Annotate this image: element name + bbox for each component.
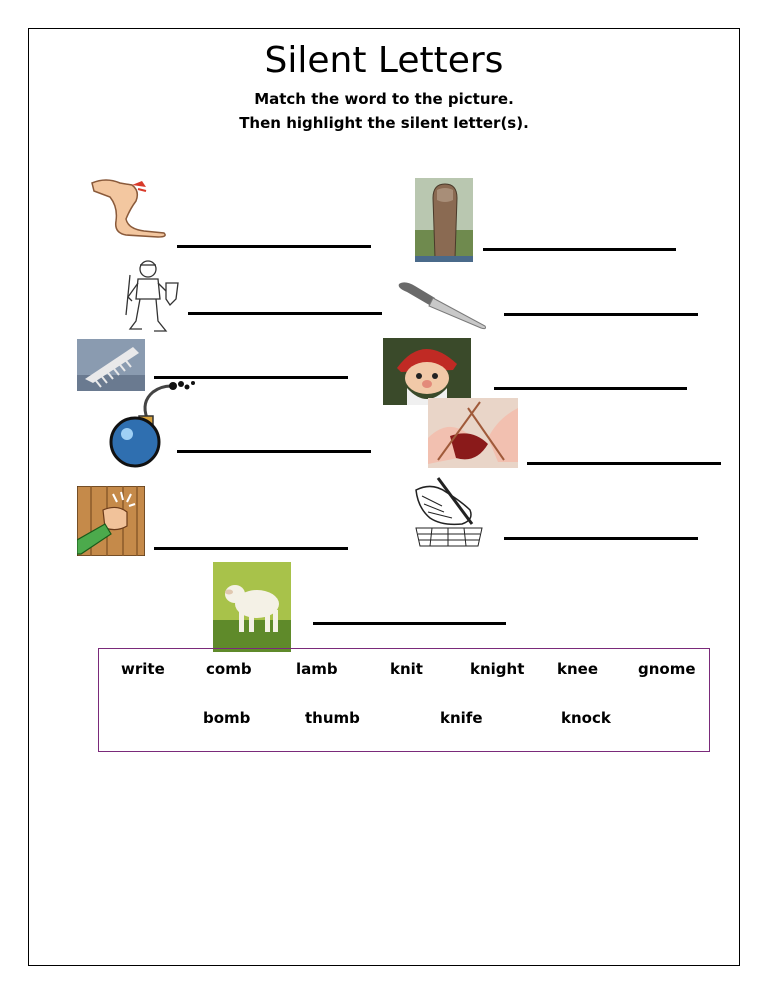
- answer-line-thumb[interactable]: [483, 248, 676, 251]
- knit-picture: [428, 398, 518, 468]
- instruction-line-2: Then highlight the silent letter(s).: [239, 114, 529, 132]
- word-gnome[interactable]: gnome: [638, 660, 696, 678]
- instruction-line-1: Match the word to the picture.: [254, 90, 514, 108]
- gnome-picture: [383, 338, 471, 405]
- lamb-picture: [213, 562, 291, 652]
- word-write[interactable]: write: [121, 660, 165, 678]
- answer-line-knit[interactable]: [527, 462, 721, 465]
- word-knit[interactable]: knit: [390, 660, 423, 678]
- thumb-picture: [415, 178, 473, 262]
- answer-line-write[interactable]: [504, 537, 698, 540]
- word-comb[interactable]: comb: [206, 660, 252, 678]
- answer-line-knee[interactable]: [177, 245, 371, 248]
- write-picture: [412, 476, 486, 548]
- answer-line-gnome[interactable]: [494, 387, 687, 390]
- word-knee[interactable]: knee: [557, 660, 599, 678]
- word-thumb[interactable]: thumb: [305, 709, 360, 727]
- bomb-picture: [107, 378, 199, 470]
- word-knight[interactable]: knight: [470, 660, 525, 678]
- word-lamb[interactable]: lamb: [296, 660, 338, 678]
- answer-line-bomb[interactable]: [177, 450, 371, 453]
- knee-picture: [86, 175, 172, 239]
- answer-line-lamb[interactable]: [313, 622, 506, 625]
- answer-line-knight[interactable]: [188, 312, 382, 315]
- knife-picture: [395, 278, 489, 332]
- word-bomb[interactable]: bomb: [203, 709, 251, 727]
- page-title: Silent Letters: [264, 40, 504, 81]
- knock-picture: [77, 486, 145, 556]
- answer-line-knock[interactable]: [154, 547, 348, 550]
- word-knife[interactable]: knife: [440, 709, 483, 727]
- answer-line-knife[interactable]: [504, 313, 698, 316]
- knight-picture: [122, 255, 182, 335]
- word-knock[interactable]: knock: [561, 709, 611, 727]
